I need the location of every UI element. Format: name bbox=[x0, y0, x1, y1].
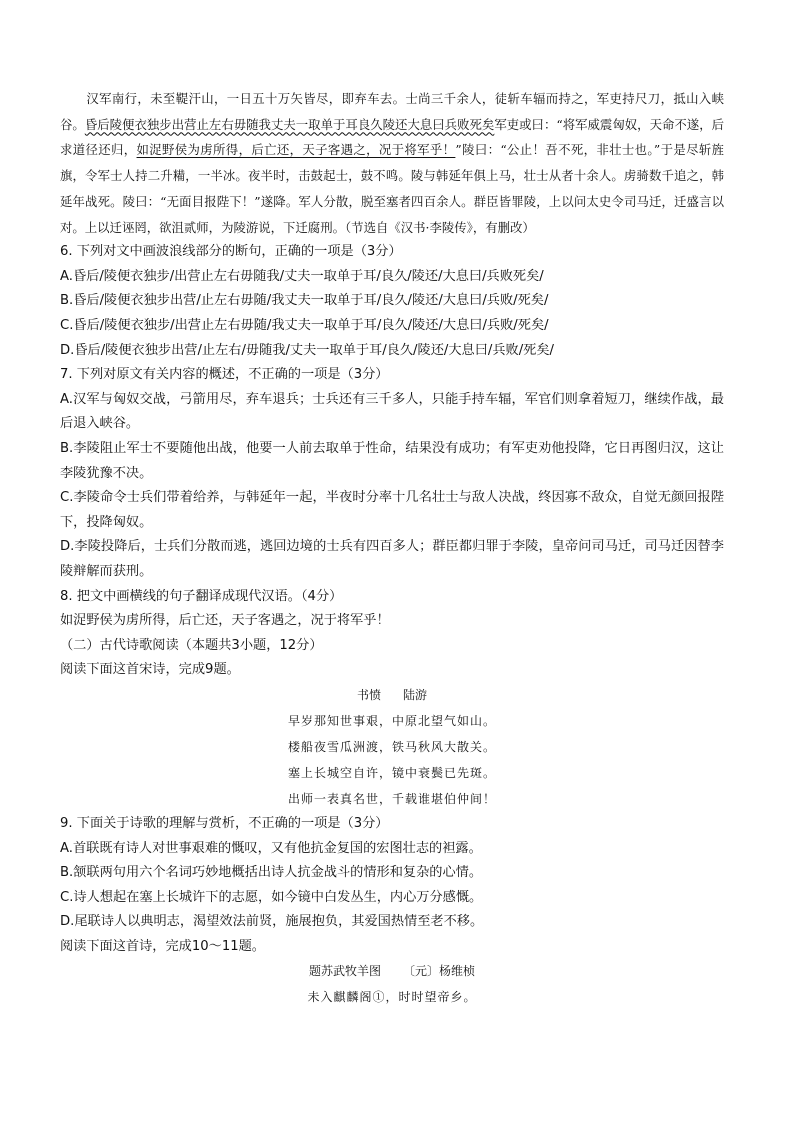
poem-title bbox=[60, 683, 724, 708]
poem-line-3: 塞上长城空自许，镜中衰鬓已先斑。 bbox=[287, 765, 496, 780]
q9-option-a: A.首联既有诗人对世事艰难的慨叹，又有他抗金复国的宏图壮志的袒露。 bbox=[60, 840, 482, 856]
q9-option-d: D.尾联诗人以典明志，渴望效法前贤，施展抱负，其爱国热情至老不移。 bbox=[60, 914, 484, 930]
poem-line-4: 出师一表真名世，千载谁堪伯仲间！ bbox=[287, 791, 496, 806]
section-intro: 阅读下面这首宋诗，完成9题。 bbox=[60, 662, 240, 678]
poem2-line-1: 未入麒麟阁①，时时望帝乡。 bbox=[307, 990, 477, 1005]
q7-stem: 7. 下列对原文有关内容的概述，不正确的一项是（3分） bbox=[60, 367, 389, 383]
poem2-title-text: 题苏武牧羊图 bbox=[308, 964, 381, 979]
poem-line-1: 早岁那知世事艰，中原北望气如山。 bbox=[287, 713, 496, 728]
q6-stem: 6. 下列对文中画波浪线部分的断句，正确的一项是（3分） bbox=[60, 244, 402, 260]
q6-option-d: D.昏后/陵便衣独步出营/止左右/毋随我/丈夫一取单于耳/良久/陵还/大息曰/兵败/死矣/ bbox=[60, 342, 554, 358]
poem-line-2: 楼船夜雪瓜洲渡，铁马秋风大散关。 bbox=[287, 739, 496, 754]
q6-option-c: C.昏后/陵便衣独步/出营止左右毋随/我丈夫一取单于耳/良久/陵还/大息曰/兵败/死矣/ bbox=[60, 318, 549, 333]
q8-stem: 8. 把文中画横线的句子翻译成现代汉语。（4分） bbox=[60, 588, 343, 604]
passage-text-end: ”陵曰：“公止！吾不死，非壮士也。”于是尽斩旌旗，令军士人持二升糒，一半冰。夜半时，击鼓起士，鼓不鸣。陵与韩延年俱上马，壮士从者十余人。虏骑数千追之，韩延年战死。陵曰：“无面目报陛下！”遂降。军人分散，脱至塞者四百余人。群臣皆罪陵，上以问太史令司马迁，迁盛言以对。上以迁诬罔，欲沮贰师，为陵游说，下迁腐刑。（节选自《汉书·李陵传》，有删改） bbox=[60, 142, 725, 235]
underlined-sentence: 如浞野侯为虏所得，后亡还，天子客遇之，况于将军乎！ bbox=[136, 142, 456, 158]
passage-text-mid: 军吏或曰：“将军威震匈奴，天命不遂，后求道径还归， bbox=[60, 116, 725, 158]
exam-page bbox=[60, 86, 724, 1010]
poem2-intro: 阅读下面这首诗，完成10～11题。 bbox=[60, 938, 265, 954]
q7-option-c: C.李陵命令士兵们带着给养，与韩延年一起，半夜时分率十几名壮士与敌人决战，终因寡不敌众，自觉无颜回报陛下，投降匈奴。 bbox=[60, 490, 724, 530]
q7-option-a: A.汉军与匈奴交战，弓箭用尽，弃车退兵；士兵还有三千多人，只能手持车辐，军官们则拿着短刀，继续作战，最后退入峡谷。 bbox=[60, 391, 724, 432]
passage-text-start: 汉军南行，未至鞮汗山，一日五十万矢皆尽，即弃车去。士尚三千余人，徒斩车辐而持之，军吏持尺刀，抵山入峡谷。 bbox=[60, 91, 724, 132]
poem-author: 陆游 bbox=[403, 687, 428, 702]
q8-sentence: 如浞野侯为虏所得，后亡还，天子客遇之，况于将军乎！ bbox=[60, 613, 390, 629]
q7-option-d: D.李陵投降后，士兵们分散而逃，逃回边境的士兵有四百多人；群臣都归罪于李陵，皇帝问司马迁，司马迁因替李陵辩解而获刑。 bbox=[60, 539, 724, 579]
q9-stem: 9. 下面关于诗歌的理解与赏析，不正确的一项是（3分） bbox=[60, 815, 389, 831]
poem-title-text: 书愤 bbox=[356, 687, 381, 702]
q6-option-b: B.昏后/陵便衣独步出营/止左右毋随/我丈夫一取单于耳/良久/陵还/大息曰/兵败/死矣/ bbox=[60, 293, 549, 309]
wavy-underlined-text: 昏后陵便衣独步出营止左右毋随我丈夫一取单于耳良久陵还大息曰兵败死矣 bbox=[84, 116, 495, 132]
poem2-dynasty: 〔元〕 bbox=[402, 964, 439, 979]
poem2-title bbox=[60, 959, 724, 984]
q9-option-b: B.颔联两句用六个名词巧妙地概括出诗人抗金战斗的情形和复杂的心情。 bbox=[60, 865, 483, 881]
q9-option-c: C.诗人想起在塞上长城许下的志愿，如今镜中白发丛生，内心万分感慨。 bbox=[60, 889, 483, 905]
q7-option-b: B.李陵阻止军士不要随他出战，他要一人前去取单于性命，结果没有成功；有军吏劝他投降，它日再图归汉，这让李陵犹豫不决。 bbox=[60, 440, 724, 481]
poem2-author: 杨维桢 bbox=[439, 964, 476, 979]
section-heading: （二）古代诗歌阅读（本题共3小题，12分） bbox=[60, 637, 323, 653]
q6-option-a: A.昏后/陵便衣独步/出营止左右毋随我/丈夫一取单于耳/良久/陵还/大息曰/兵败死矣/ bbox=[60, 268, 544, 284]
classical-passage bbox=[60, 86, 724, 240]
